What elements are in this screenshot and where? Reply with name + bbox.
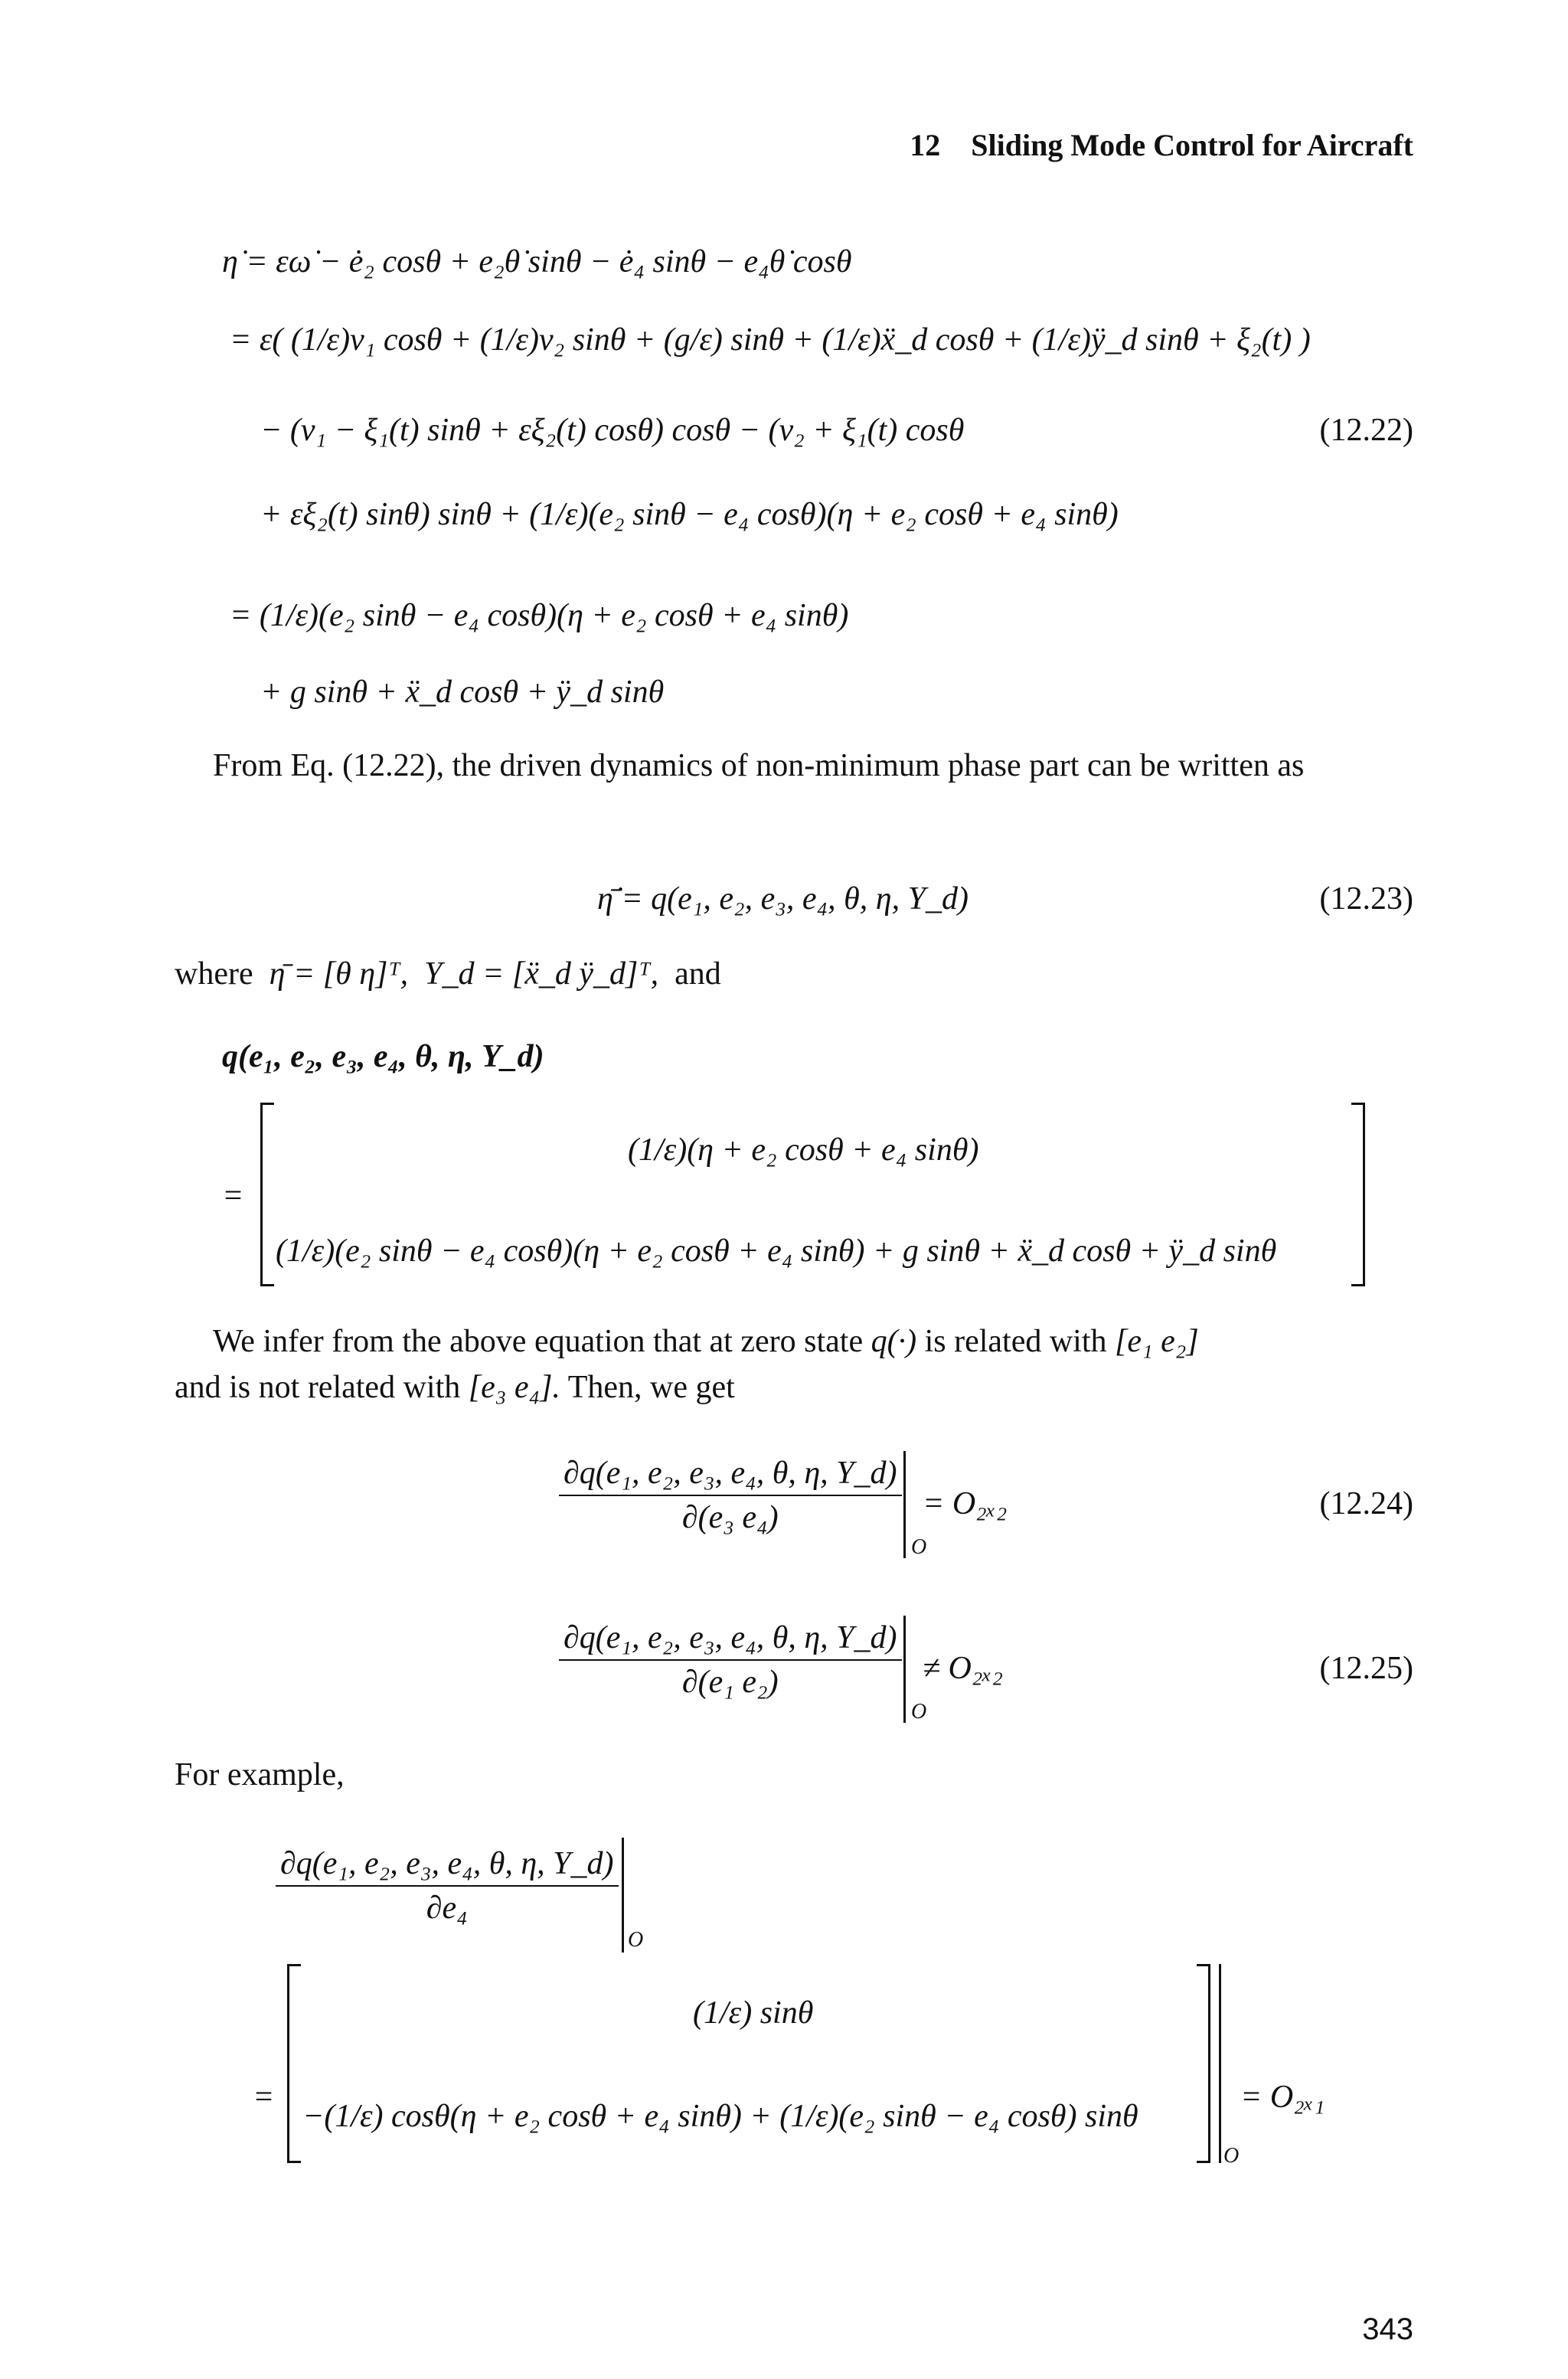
page-number: 343	[1362, 2312, 1413, 2346]
paragraph-for-example: For example,	[175, 1757, 345, 1792]
eq-line-5: = (1/ε)(e₂ sinθ − e₄ cosθ)(η + e₂ cosθ + e₄ sinθ)	[230, 598, 849, 633]
eq-12-25-rhs: ≠ O₂ₓ₂	[923, 1651, 1004, 1686]
p2-e3-e4: [e₃ e₄].	[468, 1370, 560, 1405]
eq-12-24-rhs: = O₂ₓ₂	[923, 1486, 1008, 1521]
q-matrix-row-2: (1/ε)(e₂ sinθ − e₄ cosθ)(η + e₂ cosθ + e₄ sinθ) + g sinθ + ẍ_d cosθ + ÿ_d sinθ	[276, 1234, 1277, 1269]
where-prefix: where	[175, 956, 253, 992]
eq-12-24-denominator: ∂(e₃ e₄)	[681, 1500, 779, 1535]
p2-text-e: and is not related with	[175, 1370, 461, 1405]
example-right-bracket	[1208, 1964, 1210, 2163]
where-line	[175, 951, 721, 997]
q-matrix-row-1: (1/ε)(η + e₂ cosθ + e₄ sinθ)	[628, 1132, 979, 1168]
example-rhs: = O₂ₓ₁	[1240, 2080, 1325, 2115]
example-eval-sub-2: O	[1223, 2144, 1240, 2168]
example-right-bracket-top	[1197, 1964, 1210, 1966]
p2-text-a: We infer from the above equation that at zero state	[213, 1324, 864, 1359]
eq-number-12-22: (12.22)	[1319, 413, 1413, 448]
example-row-2: −(1/ε) cosθ(η + e₂ cosθ + e₄ sinθ) + (1/ε)(e₂ sinθ − e₄ cosθ) sinθ	[302, 2099, 1138, 2134]
eq-12-25-fraction	[559, 1619, 902, 1701]
example-eval-bar-2	[1219, 1964, 1221, 2163]
p2-text-c: is related with	[924, 1324, 1107, 1359]
q-left-bracket	[260, 1103, 263, 1286]
eq-number-12-23: (12.23)	[1319, 881, 1413, 917]
chapter-title: Sliding Mode Control for Aircraft	[971, 128, 1413, 162]
q-definition-lhs: q(e₁, e₂, e₃, e₄, θ, η, Y_d)	[222, 1039, 544, 1074]
eta-bar-definition: η̄ = [θ η]ᵀ,	[269, 956, 409, 992]
chapter-number: 12	[910, 128, 941, 162]
example-eval-sub: O	[628, 1928, 644, 1952]
running-header	[910, 127, 1413, 163]
p2-e1-e2: [e₁ e₂]	[1115, 1324, 1199, 1359]
q-right-bracket-top	[1351, 1103, 1365, 1105]
eq-12-24-numerator: ∂q(e₁, e₂, e₃, e₄, θ, η, Y_d)	[559, 1455, 902, 1496]
example-left-bracket-bottom	[287, 2161, 301, 2163]
q-right-bracket-bottom	[1351, 1284, 1365, 1286]
eq-number-12-24: (12.24)	[1319, 1486, 1413, 1521]
q-left-bracket-bottom	[260, 1284, 274, 1286]
eq-12-25-eval-sub: O	[911, 1700, 927, 1724]
eq-line-6: + g sinθ + ẍ_d cosθ + ÿ_d sinθ	[260, 675, 665, 710]
example-fraction	[276, 1845, 619, 1926]
eq-12-25-denominator: ∂(e₁ e₂)	[681, 1665, 779, 1700]
example-equals-sign: =	[253, 2080, 275, 2115]
example-eval-bar	[622, 1838, 624, 1953]
eq-12-24-eval-sub: O	[911, 1535, 927, 1559]
example-left-bracket	[287, 1964, 289, 2163]
eq-12-24-eval-bar	[903, 1451, 906, 1558]
eq-number-12-25: (12.25)	[1319, 1651, 1413, 1686]
example-right-bracket-bottom	[1197, 2161, 1210, 2163]
p2-q-symbol: q(·)	[871, 1324, 917, 1359]
example-left-bracket-top	[287, 1964, 301, 1966]
example-denominator: ∂e₄	[426, 1890, 468, 1926]
q-equals-sign: =	[222, 1178, 244, 1214]
paragraph-zero-state	[175, 1319, 1415, 1410]
eq-line-1: η̇ = εω̇ − ė₂ cosθ + e₂θ̇ sinθ − ė₄ sinθ − e₄θ̇ cosθ	[222, 244, 852, 279]
q-right-bracket	[1363, 1103, 1365, 1286]
eq-line-2: = ε( (1/ε)v₁ cosθ + (1/ε)v₂ sinθ + (g/ε) sinθ + (1/ε)ẍ_d cosθ + (1/ε)ÿ_d sinθ + ξ₂(t) )	[230, 322, 1311, 358]
y-d-definition: Y_d = [ẍ_d ÿ_d]ᵀ,	[424, 956, 659, 992]
example-row-1: (1/ε) sinθ	[693, 1995, 814, 2031]
eq-12-23-body: η̄̇ = q(e₁, e₂, e₃, e₄, θ, η, Y_d)	[597, 881, 969, 917]
eq-line-4: + εξ₂(t) sinθ) sinθ + (1/ε)(e₂ sinθ − e₄ cosθ)(η + e₂ cosθ + e₄ sinθ)	[260, 497, 1119, 532]
p2-text-g: Then, we get	[567, 1370, 735, 1405]
where-suffix: and	[675, 956, 721, 992]
example-numerator: ∂q(e₁, e₂, e₃, e₄, θ, η, Y_d)	[276, 1845, 619, 1887]
eq-12-25-numerator: ∂q(e₁, e₂, e₃, e₄, θ, η, Y_d)	[559, 1619, 902, 1661]
eq-12-25-eval-bar	[903, 1616, 906, 1723]
eq-line-3: − (v₁ − ξ₁(t) sinθ + εξ₂(t) cosθ) cosθ − (v₂ + ξ₁(t) cosθ	[260, 413, 965, 448]
paragraph-driven-dynamics: From Eq. (12.22), the driven dynamics of non-minimum phase part can be written as	[213, 748, 1305, 783]
q-left-bracket-top	[260, 1103, 274, 1105]
eq-12-24-fraction	[559, 1455, 902, 1536]
